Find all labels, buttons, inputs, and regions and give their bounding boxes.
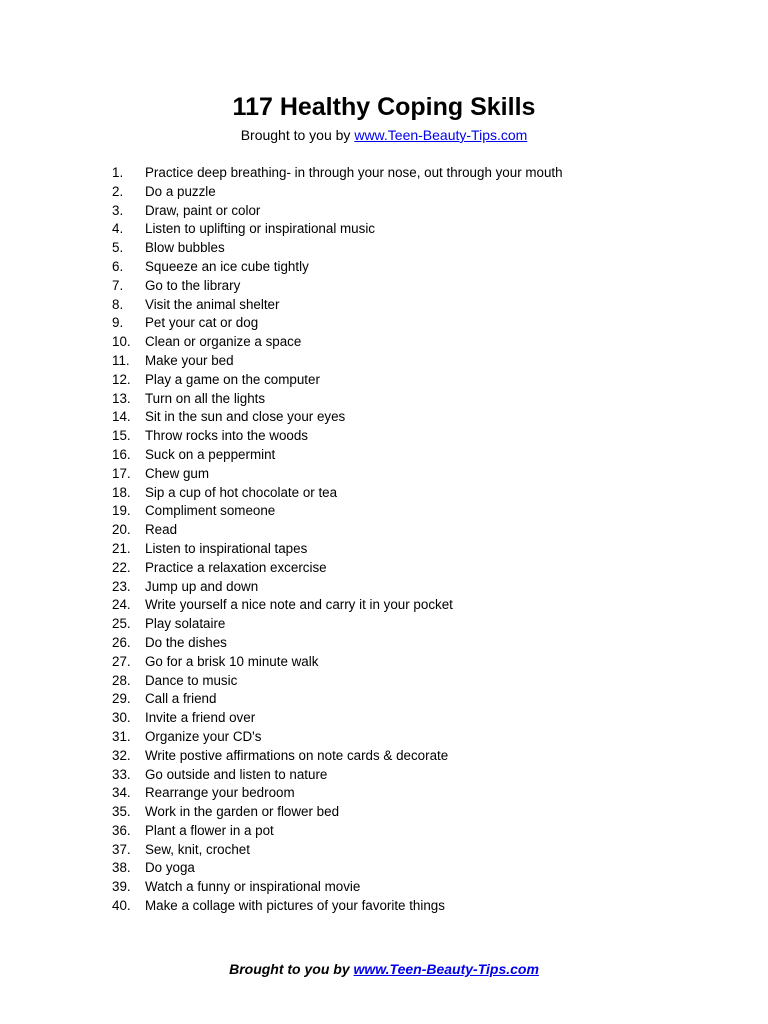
list-item-number: 23. xyxy=(112,578,131,594)
list-item-text: Do yoga xyxy=(145,860,195,876)
list-item xyxy=(112,841,672,860)
list-item-text: Write postive affirmations on note cards & decorate xyxy=(145,747,449,763)
list-item-text: Work in the garden or flower bed xyxy=(145,804,340,820)
coping-skills-list xyxy=(112,164,672,916)
list-item-text: Listen to inspirational tapes xyxy=(145,540,308,556)
list-item-number: 6. xyxy=(112,258,124,274)
list-item-text: Make a collage with pictures of your favorite things xyxy=(145,898,445,914)
list-item-number: 33. xyxy=(112,766,131,782)
list-item-text: Play a game on the computer xyxy=(145,371,320,387)
list-item-text: Do the dishes xyxy=(145,634,227,650)
list-item-number: 5. xyxy=(112,240,124,256)
list-item-text: Squeeze an ice cube tightly xyxy=(145,258,309,274)
list-item-number: 29. xyxy=(112,691,131,707)
list-item xyxy=(112,202,672,221)
list-item-text: Organize your CD's xyxy=(145,728,262,744)
list-item-text: Compliment someone xyxy=(145,503,276,519)
list-item xyxy=(112,615,672,634)
list-item-number: 12. xyxy=(112,371,131,387)
list-item xyxy=(112,747,672,766)
list-item-number: 13. xyxy=(112,390,131,406)
list-item xyxy=(112,258,672,277)
list-item-number: 22. xyxy=(112,559,131,575)
list-item-number: 37. xyxy=(112,841,131,857)
list-item xyxy=(112,446,672,465)
list-item-number: 10. xyxy=(112,334,131,350)
list-item-number: 16. xyxy=(112,446,131,462)
list-item xyxy=(112,634,672,653)
list-item xyxy=(112,296,672,315)
list-item xyxy=(112,314,672,333)
list-item-text: Go for a brisk 10 minute walk xyxy=(145,653,319,669)
list-item-number: 27. xyxy=(112,653,131,669)
list-item xyxy=(112,239,672,258)
list-item-text: Play solataire xyxy=(145,616,226,632)
list-item-text: Practice deep breathing- in through your nose, out through your mouth xyxy=(145,165,563,180)
list-item-text: Read xyxy=(145,522,178,538)
list-item xyxy=(112,653,672,672)
page-title: 117 Healthy Coping Skills xyxy=(232,93,536,121)
list-item xyxy=(112,822,672,841)
list-item-text: Do a puzzle xyxy=(145,183,216,199)
list-item-number: 25. xyxy=(112,616,131,632)
list-item-number: 19. xyxy=(112,503,131,519)
list-item-text: Jump up and down xyxy=(145,578,259,594)
list-item-text: Watch a funny or inspirational movie xyxy=(145,879,361,895)
list-item xyxy=(112,465,672,484)
list-item-text: Plant a flower in a pot xyxy=(145,822,274,838)
list-item xyxy=(112,164,672,183)
list-item xyxy=(112,427,672,446)
list-item-number: 32. xyxy=(112,747,131,763)
list-item xyxy=(112,766,672,785)
list-item-text: Sew, knit, crochet xyxy=(145,841,250,857)
list-item-number: 39. xyxy=(112,879,131,895)
list-item-text: Draw, paint or color xyxy=(145,202,261,218)
list-item-number: 11. xyxy=(112,352,130,368)
list-item-number: 26. xyxy=(112,634,131,650)
list-item-number: 31. xyxy=(112,728,131,744)
list-item xyxy=(112,352,672,371)
list-item-text: Listen to uplifting or inspirational music xyxy=(145,221,375,237)
subtitle-prefix: Brought to you by xyxy=(240,127,355,143)
list-item-number: 40. xyxy=(112,898,131,914)
list-item-text: Throw rocks into the woods xyxy=(145,428,308,444)
list-item-number: 24. xyxy=(112,597,131,613)
list-item-text: Turn on all the lights xyxy=(145,390,266,406)
list-item-text: Clean or organize a space xyxy=(145,334,302,350)
footer xyxy=(0,960,768,978)
list-item-number: 38. xyxy=(112,860,131,876)
list-item xyxy=(112,690,672,709)
list-item-number: 3. xyxy=(112,202,124,218)
list-item xyxy=(112,408,672,427)
list-item xyxy=(112,803,672,822)
list-item-number: 1. xyxy=(112,165,124,180)
list-item-number: 17. xyxy=(112,465,131,481)
list-item-text: Chew gum xyxy=(145,465,210,481)
list-item-number: 7. xyxy=(112,277,124,293)
list-item-text: Suck on a peppermint xyxy=(145,446,276,462)
list-item-number: 35. xyxy=(112,804,131,820)
list-item xyxy=(112,596,672,615)
list-item-number: 9. xyxy=(112,315,124,331)
list-item-text: Make your bed xyxy=(145,352,234,368)
list-item-number: 4. xyxy=(112,221,124,237)
list-item-number: 14. xyxy=(112,409,131,425)
list-item-text: Pet your cat or dog xyxy=(145,315,259,331)
list-item xyxy=(112,859,672,878)
list-item-text: Dance to music xyxy=(145,672,238,688)
list-item-text: Practice a relaxation excercise xyxy=(145,559,327,575)
list-item-text: Rearrange your bedroom xyxy=(145,785,295,801)
list-item-number: 36. xyxy=(112,822,131,838)
list-item-text: Go outside and listen to nature xyxy=(145,766,328,782)
list-item xyxy=(112,540,672,559)
list-item xyxy=(112,897,672,916)
list-item xyxy=(112,521,672,540)
list-item-text: Visit the animal shelter xyxy=(145,296,280,312)
list-item-text: Blow bubbles xyxy=(145,240,225,256)
list-item-number: 34. xyxy=(112,785,131,801)
list-item-text: Write yourself a nice note and carry it in your pocket xyxy=(145,597,453,613)
list-item-number: 21. xyxy=(112,540,131,556)
footer-website-link[interactable]: www.Teen-Beauty-Tips.com xyxy=(353,961,539,977)
list-item xyxy=(112,277,672,296)
list-item-text: Go to the library xyxy=(145,277,241,293)
list-item xyxy=(112,502,672,521)
list-item xyxy=(112,371,672,390)
list-item-number: 18. xyxy=(112,484,131,500)
list-item xyxy=(112,672,672,691)
list-item xyxy=(112,484,672,503)
list-item xyxy=(112,878,672,897)
list-item-number: 28. xyxy=(112,672,131,688)
subtitle xyxy=(0,126,768,144)
list-item-number: 15. xyxy=(112,428,131,444)
list-item xyxy=(112,709,672,728)
list-item xyxy=(112,220,672,239)
list-item xyxy=(112,728,672,747)
list-item-text: Invite a friend over xyxy=(145,710,256,726)
list-item-text: Sit in the sun and close your eyes xyxy=(145,409,346,425)
footer-prefix: Brought to you by xyxy=(229,961,354,977)
list-item xyxy=(112,390,672,409)
subtitle-website-link[interactable]: www.Teen-Beauty-Tips.com xyxy=(354,127,528,143)
list-item xyxy=(112,784,672,803)
list-item xyxy=(112,578,672,597)
list-item-text: Call a friend xyxy=(145,691,217,707)
list-item xyxy=(112,559,672,578)
list-item-number: 2. xyxy=(112,183,124,199)
list-item-number: 30. xyxy=(112,710,131,726)
list-item xyxy=(112,333,672,352)
list-item-number: 20. xyxy=(112,522,131,538)
list-item xyxy=(112,183,672,202)
list-item-text: Sip a cup of hot chocolate or tea xyxy=(145,484,338,500)
list-item-number: 8. xyxy=(112,296,124,312)
